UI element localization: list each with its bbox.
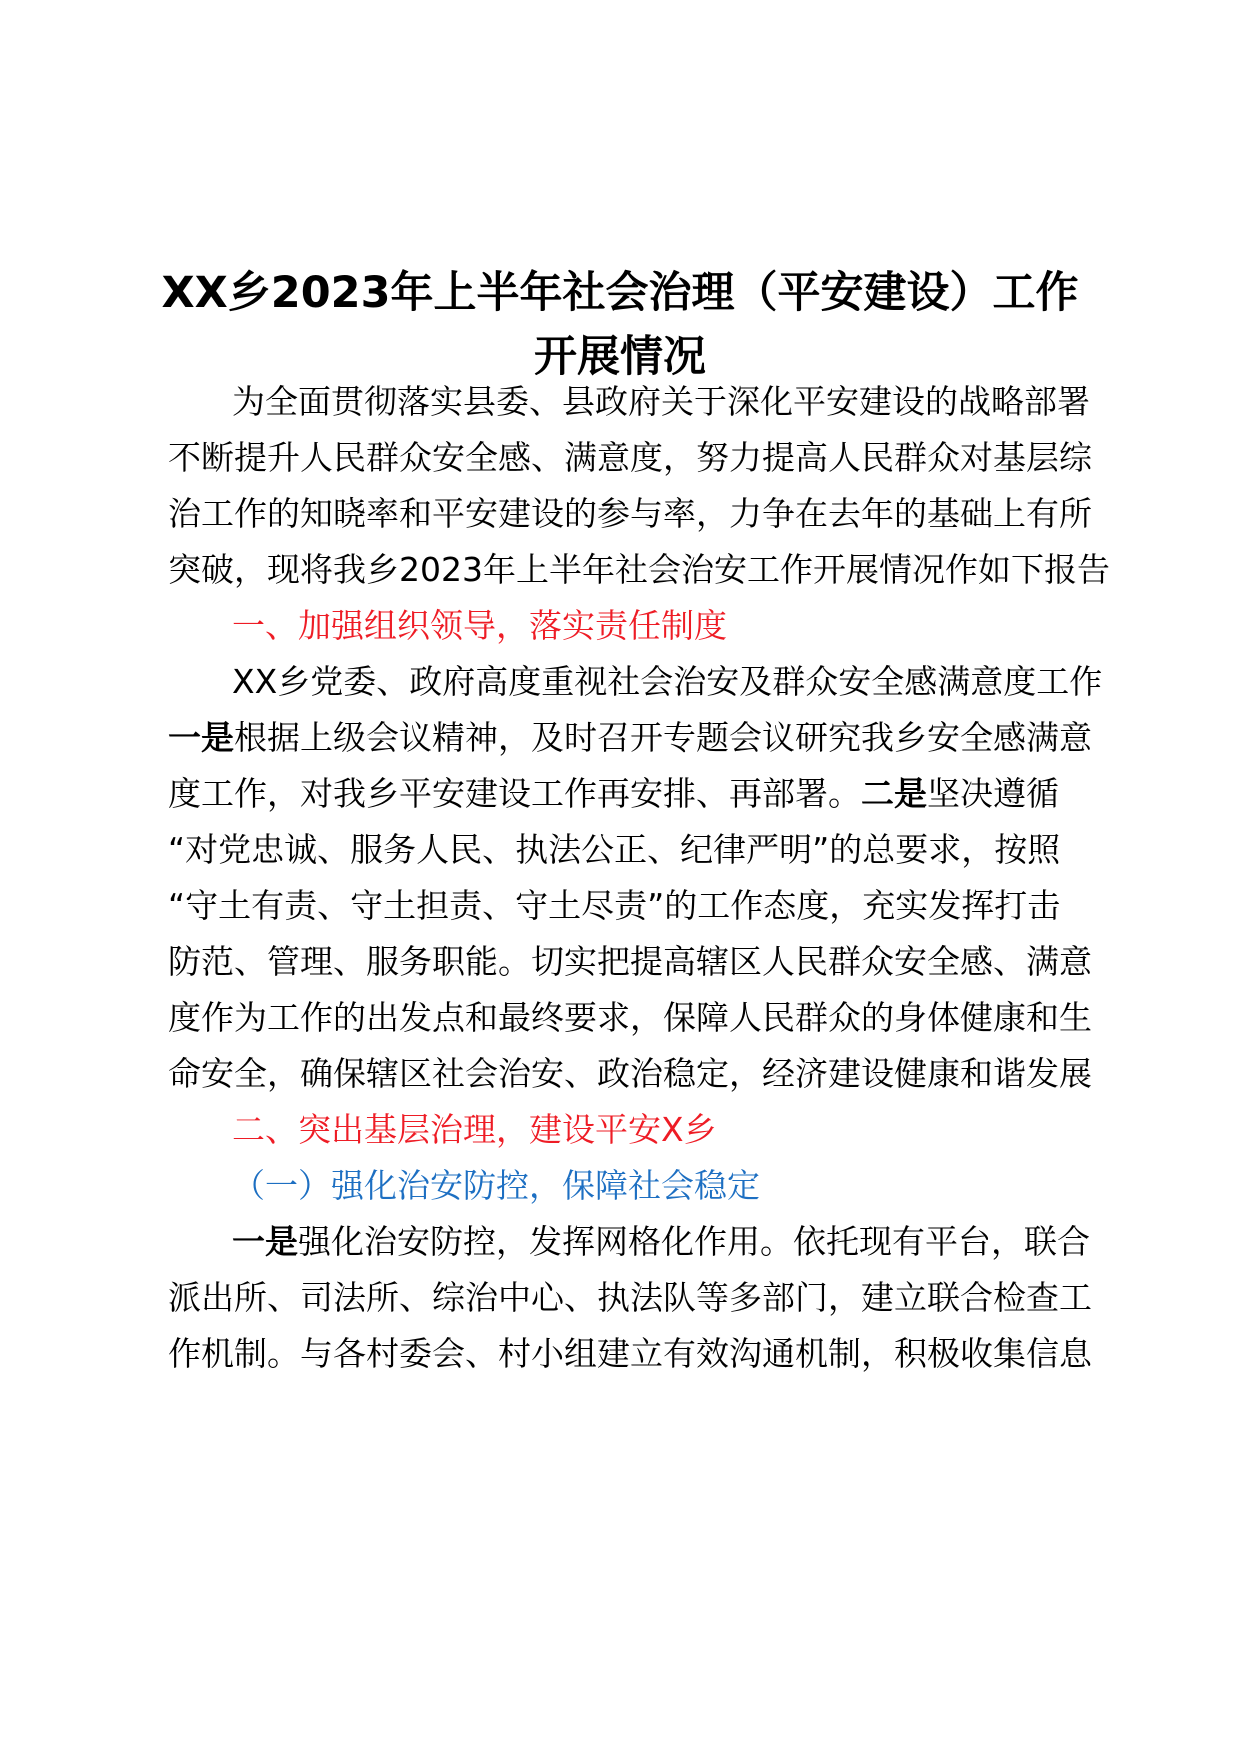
section2-line-1-text: 强化治安防控，发挥网格化作用。依托现有平台，联合: [298, 1222, 1090, 1261]
intro-line-4: 突破，现将我乡2023年上半年社会治安工作开展情况作如下报告: [168, 550, 1110, 589]
intro-line-1: 为全面贯彻落实县委、县政府关于深化平安建设的战略部署: [232, 382, 1090, 421]
section1-line-6: 防范、管理、服务职能。切实把提高辖区人民群众安全感、满意: [168, 942, 1092, 981]
section1-line-7: 度作为工作的出发点和最终要求，保障人民群众的身体健康和生: [168, 998, 1092, 1037]
section2-line-1: [168, 1212, 1192, 1272]
section1-line-5: “守土有责、守土担责、守土尽责”的工作态度，充实发挥打击: [168, 886, 1061, 925]
intro-line-2: 不断提升人民群众安全感、满意度，努力提高人民群众对基层综: [168, 438, 1092, 477]
section1-line-4: “对党忠诚、服务人民、执法公正、纪律严明”的总要求，按照: [168, 830, 1061, 869]
section1-line-1: XX乡党委、政府高度重视社会治安及群众安全感满意度工作: [232, 662, 1103, 701]
section1-line-3-tail: 坚决遵循: [927, 774, 1059, 813]
emphasis-second: 二是: [861, 774, 927, 813]
section1-line-3-text: 度工作，对我乡平安建设工作再安排、再部署。: [168, 774, 861, 813]
section1-line-3: [168, 764, 1128, 824]
section2-line-3: 作机制。与各村委会、村小组建立有效沟通机制，积极收集信息: [168, 1334, 1092, 1373]
section1-heading: 一、加强组织领导，落实责任制度: [232, 606, 727, 645]
section2-line-2: 派出所、司法所、综治中心、执法队等多部门，建立联合检查工: [168, 1278, 1092, 1317]
section1-line-8: 命安全，确保辖区社会治安、政治稳定，经济建设健康和谐发展: [168, 1054, 1092, 1093]
emphasis-first: 一是: [232, 1222, 298, 1261]
section2-heading: 二、突出基层治理，建设平安X乡: [232, 1110, 717, 1149]
section2-subheading-1: （一）强化治安防控，保障社会稳定: [232, 1166, 760, 1205]
section1-line-2-text: 根据上级会议精神，及时召开专题会议研究我乡安全感满意: [234, 718, 1092, 757]
document-title-line-1: XX乡2023年上半年社会治理（平安建设）工作: [161, 268, 1079, 318]
section1-line-2: [168, 708, 1128, 768]
document-title-line-2: 开展情况: [534, 332, 706, 382]
intro-line-3: 治工作的知晓率和平安建设的参与率，力争在去年的基础上有所: [168, 494, 1092, 533]
emphasis-first: 一是: [168, 718, 234, 757]
